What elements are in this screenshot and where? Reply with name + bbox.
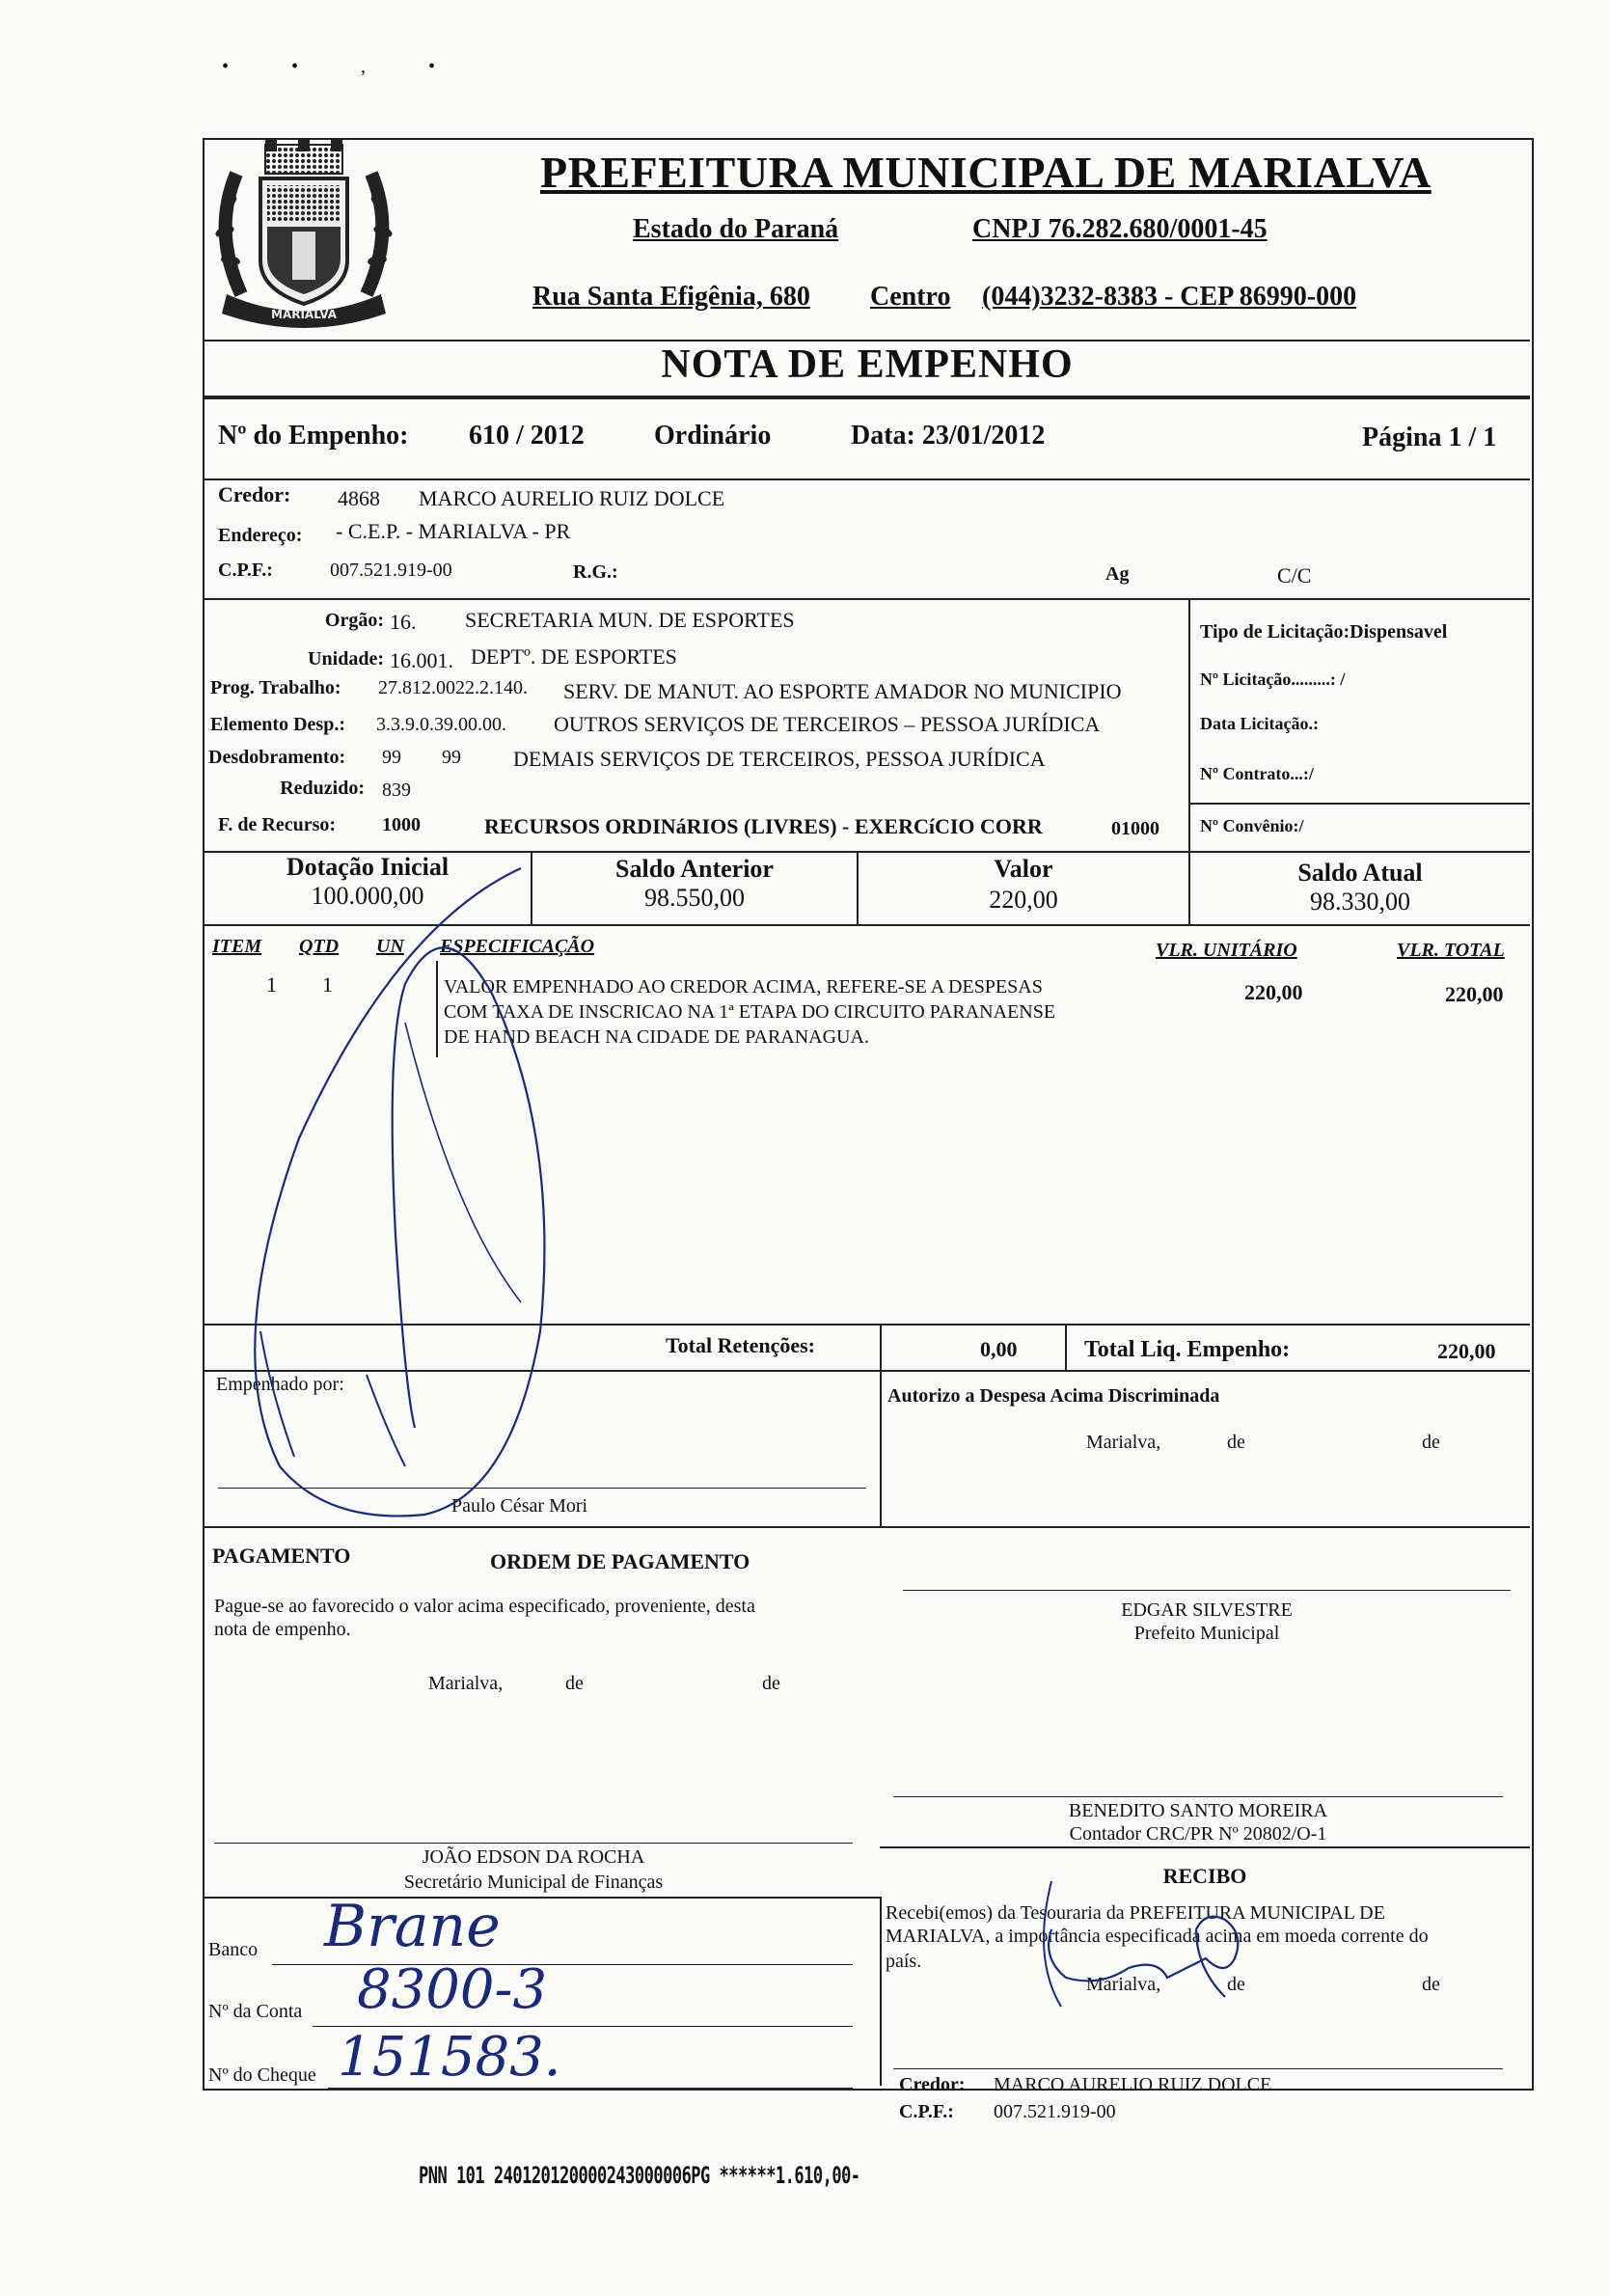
phone-cep: (044)3232-8383 - CEP 86990-000: [982, 282, 1357, 312]
numero-licitacao: Nº Licitação.........: /: [1200, 670, 1346, 689]
empenhado-signer: Paulo César Mori: [451, 1495, 588, 1517]
saldo-anterior-value: 98.550,00: [644, 884, 745, 912]
pagamento-de2: de: [762, 1673, 780, 1694]
street-address: Rua Santa Efigênia, 680: [532, 282, 810, 312]
row-desc-line2: COM TAXA DE INSCRICAO NA 1ª ETAPA DO CIRCUITO PARANAENSE: [444, 1001, 1056, 1023]
prog-name: SERV. DE MANUT. AO ESPORTE AMADOR NO MUNICIPIO: [563, 679, 1122, 703]
cheque-label: Nº do Cheque: [208, 2064, 316, 2086]
desd-b: 99: [442, 747, 461, 768]
retencoes-label: Total Retenções:: [666, 1333, 815, 1357]
contador-name: BENEDITO SANTO MOREIRA: [1068, 1800, 1328, 1821]
pagamento-de1: de: [565, 1673, 584, 1694]
orgao-code: 16.: [390, 610, 417, 634]
conta-label: Nº da Conta: [208, 2001, 303, 2022]
pagamento-place: Marialva,: [428, 1673, 504, 1694]
liquido-label: Total Liq. Empenho:: [1084, 1337, 1291, 1362]
prefeito-name: EDGAR SILVESTRE: [1121, 1599, 1293, 1621]
credor-name: MARCO AURELIO RUIZ DOLCE: [419, 486, 725, 510]
saldo-anterior-label: Saldo Anterior: [615, 855, 774, 883]
empenho-type: Ordinário: [654, 421, 772, 451]
unidade-label: Unidade:: [308, 648, 384, 670]
ordem-pagamento: ORDEM DE PAGAMENTO: [490, 1549, 750, 1573]
secretario-role: Secretário Municipal de Finanças: [403, 1872, 664, 1893]
elemento-label: Elemento Desp.:: [210, 714, 345, 735]
autorizo-place: Marialva,: [1086, 1432, 1161, 1453]
valor-value: 220,00: [989, 886, 1058, 914]
recibo-credor-name: MARCO AURELIO RUIZ DOLCE: [994, 2074, 1272, 2095]
autorizo-de1: de: [1227, 1432, 1245, 1453]
elemento-code: 3.3.9.0.39.00.00.: [376, 714, 506, 735]
credor-code: 4868: [338, 486, 380, 510]
empenho-label: Nº do Empenho:: [218, 421, 409, 451]
orgao-name: SECRETARIA MUN. DE ESPORTES: [465, 608, 795, 632]
row-desc-line1: VALOR EMPENHADO AO CREDOR ACIMA, REFERE-SE A DESPESAS: [444, 976, 1043, 998]
data-licitacao: Data Licitação.:: [1200, 714, 1319, 733]
dotacao-value: 100.000,00: [311, 882, 424, 910]
numero-convenio: Nº Convênio:/: [1200, 816, 1304, 835]
desdobramento-label: Desdobramento:: [208, 747, 346, 768]
reduzido-label: Reduzido:: [280, 778, 365, 799]
col-vlr-total: VLR. TOTAL: [1397, 940, 1505, 961]
endereco-value: - C.E.P. - MARIALVA - PR: [336, 519, 571, 543]
desdobramento-name: DEMAIS SERVIÇOS DE TERCEIROS, PESSOA JURÍDICA: [513, 747, 1046, 771]
prog-label: Prog. Trabalho:: [210, 677, 341, 698]
prog-code: 27.812.0022.2.140.: [378, 677, 528, 698]
recibo-cpf-value: 007.521.919-00: [994, 2101, 1116, 2122]
ag-label: Ag: [1105, 563, 1130, 585]
recibo-de1: de: [1227, 1974, 1245, 1995]
row-desc-line3: DE HAND BEACH NA CIDADE DE PARANAGUA.: [444, 1026, 869, 1048]
recurso-number: 01000: [1111, 818, 1159, 839]
pagamento-text-2: nota de empenho.: [214, 1619, 351, 1640]
document-title: NOTA DE EMPENHO: [661, 342, 1074, 387]
pagamento-title: PAGAMENTO: [212, 1544, 351, 1568]
valor-label: Valor: [994, 855, 1053, 883]
recibo-credor-label: Credor:: [899, 2074, 966, 2095]
cheque-handwritten: 151583.: [338, 2026, 561, 2089]
recurso-name: RECURSOS ORDINáRIOS (LIVRES) - EXERCíCIO CORR: [484, 814, 1043, 838]
desd-a: 99: [382, 747, 401, 768]
col-un: UN: [376, 936, 404, 957]
recibo-text-1: Recebi(emos) da Tesouraria da PREFEITURA MUNICIPAL DE: [886, 1902, 1385, 1924]
elemento-name: OUTROS SERVIÇOS DE TERCEIROS – PESSOA JURÍDICA: [554, 712, 1101, 736]
row-item: 1: [266, 972, 277, 997]
empenho-number: 610 / 2012: [469, 421, 585, 451]
micr-line: PNN 101 240120120000243000006PG ******1.610,00-: [419, 2163, 860, 2190]
col-vlr-unitario: VLR. UNITÁRIO: [1156, 940, 1297, 961]
cnpj: CNPJ 76.282.680/0001-45: [972, 214, 1268, 244]
pagamento-text-1: Pague-se ao favorecido o valor acima especificado, proveniente, desta: [214, 1596, 755, 1617]
orgao-label: Orgão:: [324, 610, 384, 631]
cc-label: C/C: [1277, 563, 1312, 588]
cpf-value: 007.521.919-00: [330, 560, 452, 581]
municipal-seal: [207, 135, 400, 333]
municipality-title: PREFEITURA MUNICIPAL DE MARIALVA: [540, 148, 1432, 197]
recibo-text-3: país.: [886, 1951, 922, 1972]
secretario-name: JOÃO EDSON DA ROCHA: [422, 1846, 645, 1868]
row-qtd: 1: [322, 972, 333, 997]
endereco-label: Endereço:: [218, 525, 303, 546]
col-especificacao: ESPECIFICAÇÃO: [440, 936, 595, 957]
banco-label: Banco: [208, 1939, 259, 1960]
reduzido-value: 839: [382, 779, 411, 801]
district: Centro: [870, 282, 951, 312]
prefeito-role: Prefeito Municipal: [1133, 1623, 1280, 1644]
tipo-licitacao: Tipo de Licitação:Dispensavel: [1200, 621, 1448, 642]
credor-label: Credor:: [218, 482, 291, 506]
row-vlr-unitario: 220,00: [1244, 980, 1303, 1004]
unidade-name: DEPTº. DE ESPORTES: [471, 644, 677, 669]
rg-label: R.G.:: [573, 561, 618, 583]
autorizo-title: Autorizo a Despesa Acima Discriminada: [887, 1385, 1220, 1407]
numero-contrato: Nº Contrato...:/: [1200, 764, 1314, 783]
retencoes-value: 0,00: [980, 1337, 1018, 1361]
banco-handwritten: Brane: [324, 1893, 501, 1960]
conta-handwritten: 8300-3: [357, 1958, 548, 2021]
autorizo-de2: de: [1422, 1432, 1440, 1453]
saldo-atual-label: Saldo Atual: [1297, 859, 1423, 887]
col-qtd: QTD: [299, 936, 340, 957]
row-vlr-total: 220,00: [1445, 982, 1504, 1006]
seal-text: MARIALVA: [271, 308, 337, 321]
empenho-date: Data: 23/01/2012: [851, 421, 1046, 451]
recurso-label: F. de Recurso:: [218, 814, 337, 835]
state-name: Estado do Paraná: [633, 214, 839, 244]
contador-role: Contador CRC/PR Nº 20802/O-1: [1069, 1823, 1327, 1845]
recibo-cpf-label: C.P.F.:: [899, 2101, 954, 2122]
recibo-de2: de: [1422, 1974, 1440, 1995]
scan-marks: • • , •: [222, 56, 465, 77]
page-number: Página 1 / 1: [1362, 423, 1497, 452]
liquido-value: 220,00: [1437, 1339, 1496, 1363]
recurso-code: 1000: [382, 814, 421, 835]
recibo-place: Marialva,: [1086, 1974, 1161, 1995]
recibo-title: RECIBO: [1162, 1864, 1247, 1888]
col-item: ITEM: [212, 936, 262, 957]
unidade-code: 16.001.: [390, 648, 453, 672]
recibo-text-2: MARIALVA, a importância especificada acima em moeda corrente do: [886, 1926, 1429, 1947]
saldo-atual-value: 98.330,00: [1310, 888, 1410, 916]
empenhado-label: Empenhado por:: [216, 1374, 344, 1395]
cpf-label: C.P.F.:: [218, 560, 273, 581]
dotacao-label: Dotação Inicial: [286, 853, 450, 881]
